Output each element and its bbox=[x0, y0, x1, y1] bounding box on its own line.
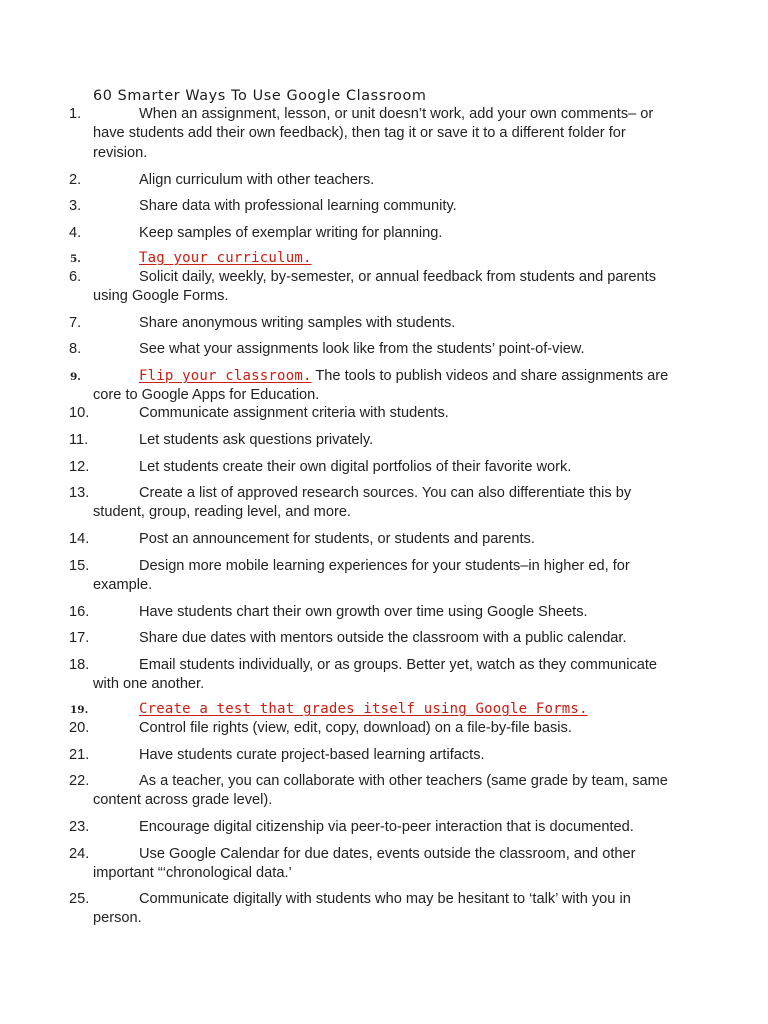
item-text: Have students chart their own growth over time using Google Sheets. bbox=[139, 604, 588, 620]
item-text: Communicate assignment criteria with students. bbox=[139, 405, 449, 421]
item-text: See what your assignments look like from the students’ point-of-view. bbox=[139, 341, 585, 357]
item-text: Communicate digitally with students who may be hesitant to ‘talk’ with you in person. bbox=[93, 891, 631, 927]
item-number: 10. bbox=[69, 405, 90, 421]
item-number: 25. bbox=[69, 891, 90, 907]
item-text: When an assignment, lesson, or unit doesn’t work, add your own comments– or have students add their own feedback), then tag it or save it to a different folder for revision. bbox=[93, 106, 654, 161]
item-number: 6. bbox=[69, 269, 82, 285]
item-text: Share due dates with mentors outside the classroom with a public calendar. bbox=[139, 630, 627, 646]
item-text: Have students curate project-based learning artifacts. bbox=[139, 747, 485, 763]
item-number: 8. bbox=[69, 341, 82, 357]
item-text: Let students ask questions privately. bbox=[139, 432, 374, 448]
item-number: 1. bbox=[69, 106, 82, 122]
item-text bbox=[93, 367, 678, 406]
item-number: 3. bbox=[69, 198, 82, 214]
item-number: 2. bbox=[69, 172, 82, 188]
item-text bbox=[93, 249, 678, 268]
item-number: 7. bbox=[69, 315, 82, 331]
item-text: Create a list of approved research sources. You can also differentiate this by student, group, reading level, and more. bbox=[93, 485, 632, 521]
item-link[interactable]: Tag your curriculum. bbox=[139, 250, 312, 266]
item-text: Use Google Calendar for due dates, events outside the classroom, and other important “‘chronological data.’ bbox=[93, 846, 636, 882]
item-text: Encourage digital citizenship via peer-to-peer interaction that is documented. bbox=[139, 819, 634, 835]
item-text: Share anonymous writing samples with students. bbox=[139, 315, 456, 331]
item-text-rest: The tools to publish videos and share assignments are core to Google Apps for Education. bbox=[93, 368, 669, 404]
item-text: Keep samples of exemplar writing for planning. bbox=[139, 225, 443, 241]
item-number: 9. bbox=[70, 371, 81, 383]
item-number: 12. bbox=[69, 459, 90, 475]
item-number: 18. bbox=[69, 657, 90, 673]
page-title: 60 Smarter Ways To Use Google Classroom bbox=[93, 88, 427, 104]
item-number: 22. bbox=[69, 773, 90, 789]
item-number: 19. bbox=[70, 704, 89, 716]
item-text: Control file rights (view, edit, copy, download) on a file-by-file basis. bbox=[139, 720, 572, 736]
item-text: Design more mobile learning experiences for your students–in higher ed, for example. bbox=[93, 558, 630, 594]
item-link[interactable]: Create a test that grades itself using Google Forms. bbox=[139, 701, 588, 717]
item-link[interactable]: Flip your classroom. bbox=[139, 368, 312, 384]
item-text: Email students individually, or as groups. Better yet, watch as they communicate with one another. bbox=[93, 657, 658, 693]
item-text: Let students create their own digital portfolios of their favorite work. bbox=[139, 459, 572, 475]
item-number: 21. bbox=[69, 747, 90, 763]
item-number: 4. bbox=[69, 225, 82, 241]
item-number: 16. bbox=[69, 604, 90, 620]
item-text bbox=[93, 700, 678, 719]
item-number: 13. bbox=[69, 485, 90, 501]
item-number: 24. bbox=[69, 846, 90, 862]
item-number: 14. bbox=[69, 531, 90, 547]
item-number: 5. bbox=[70, 253, 81, 265]
item-text: Post an announcement for students, or students and parents. bbox=[139, 531, 535, 547]
item-number: 23. bbox=[69, 819, 90, 835]
item-number: 15. bbox=[69, 558, 90, 574]
item-number: 20. bbox=[69, 720, 90, 736]
item-text: As a teacher, you can collaborate with other teachers (same grade by team, same content across grade level). bbox=[93, 773, 668, 809]
item-text: Solicit daily, weekly, by-semester, or annual feedback from students and parents using Google Forms. bbox=[93, 269, 656, 305]
item-text: Share data with professional learning community. bbox=[139, 198, 457, 214]
item-number: 17. bbox=[69, 630, 90, 646]
item-text: Align curriculum with other teachers. bbox=[139, 172, 375, 188]
item-number: 11. bbox=[69, 432, 89, 448]
